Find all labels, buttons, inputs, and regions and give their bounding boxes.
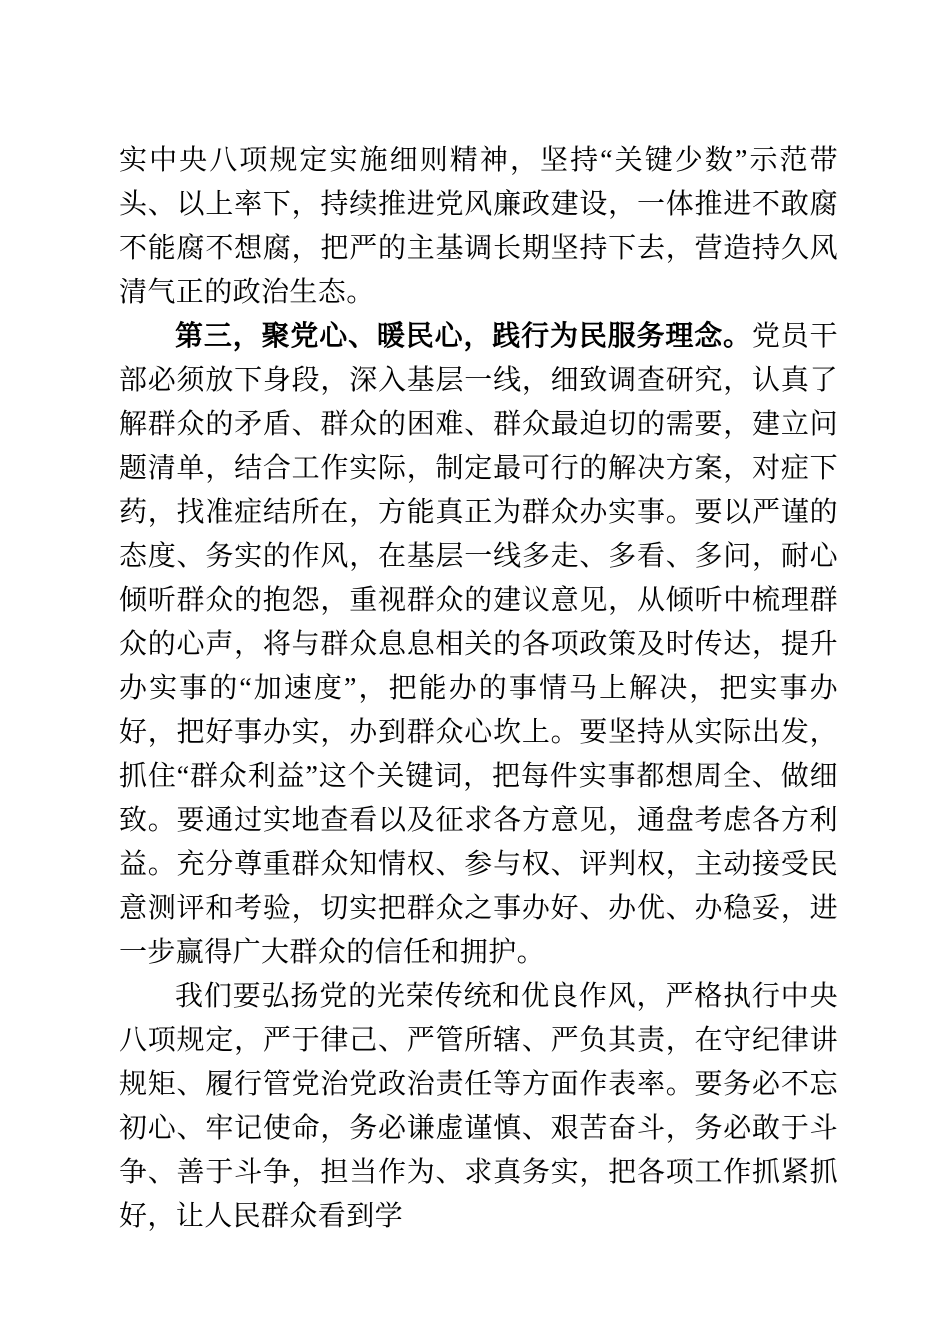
body-text-run: 党员干部必须放下身段，深入基层一线，细致调查研究，认真了解群众的矛盾、群众的困难、群众最迫切的需要，建立问题清单，结合工作实际，制定最可行的解决方案，对症下药，找准症结所在，方能真正为群众办实事。要以严谨的态度、务实的作风，在基层一线多走、多看、多问，耐心倾听群众的抱怨，重视群众的建议意见，从倾听中梳理群众的心声，将与群众息息相关的各项政策及时传达，提升办实事的“加速度”，把能办的事情马上解决，把实事办好，把好事办实，办到群众心坎上。要坚持从实际出发，抓住“群众利益”这个关键词，把每件实事都想周全、做细致。要通过实地查看以及征求各方意见，通盘考虑各方利益。充分尊重群众知情权、参与权、评判权，主动接受民意测评和考验，切实把群众之事办好、办优、办稳妥，进一步赢得广大群众的信任和拥护。: [119, 321, 838, 968]
paragraph-closing: [119, 975, 838, 1239]
paragraph-point-three: [119, 315, 838, 975]
paragraph-continuation: [119, 139, 838, 315]
body-text-run: 我们要弘扬党的光荣传统和优良作风，严格执行中央八项规定，严于律己、严管所辖、严负其责，在守纪律讲规矩、履行管党治党政治责任等方面作表率。要务必不忘初心、牢记使命，务必谦虚谨慎、艰苦奋斗，务必敢于斗争、善于斗争，担当作为、求真务实，把各项工作抓紧抓好，让人民群众看到学: [119, 981, 838, 1232]
section-heading-run: 第三，聚党心、暖民心，践行为民服务理念。: [175, 321, 752, 352]
body-text-run: 实中央八项规定实施细则精神，坚持“关键少数”示范带头、以上率下，持续推进党风廉政建设，一体推进不敢腐不能腐不想腐，把严的主基调长期坚持下去，营造持久风清气正的政治生态。: [119, 145, 838, 308]
document-body: [119, 139, 838, 1239]
